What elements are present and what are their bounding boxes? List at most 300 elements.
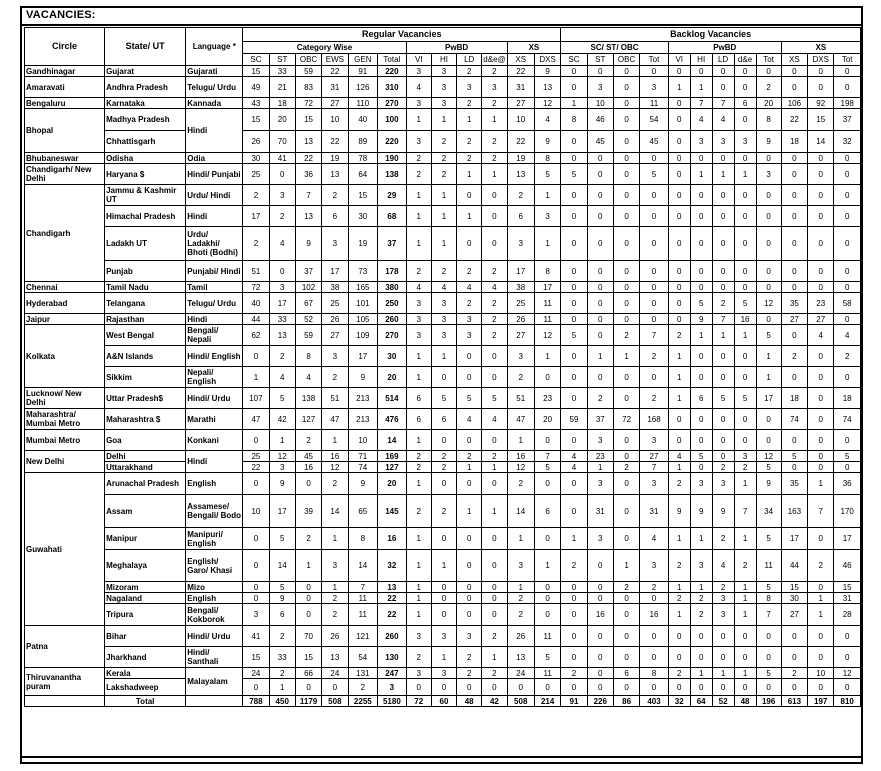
value-cell: 0 <box>668 409 690 430</box>
value-cell: 1 <box>431 346 456 367</box>
value-cell: 107 <box>243 388 269 409</box>
value-cell: 9 <box>534 131 560 153</box>
value-cell: 3 <box>640 550 669 582</box>
value-cell: 2 <box>834 346 861 367</box>
subheader-col: OBC <box>613 54 639 66</box>
value-cell: 0 <box>561 430 587 451</box>
value-cell: 27 <box>322 325 348 346</box>
value-cell: 2 <box>457 293 482 314</box>
value-cell: 0 <box>834 647 861 668</box>
state-cell: Himachal Pradesh <box>105 206 186 227</box>
value-cell: 0 <box>756 626 781 647</box>
value-cell: 0 <box>561 66 587 77</box>
value-cell: 1 <box>406 185 431 206</box>
value-cell: 1 <box>690 582 712 593</box>
value-cell: 250 <box>378 293 407 314</box>
value-cell: 20 <box>378 473 407 495</box>
total-value-cell: 72 <box>406 696 431 707</box>
value-cell: 0 <box>561 261 587 282</box>
value-cell: 0 <box>781 282 807 293</box>
value-cell: 0 <box>834 66 861 77</box>
value-cell: 0 <box>640 679 669 696</box>
value-cell: 2 <box>712 528 734 550</box>
value-cell: 4 <box>431 282 456 293</box>
value-cell: 1 <box>668 346 690 367</box>
value-cell: 22 <box>378 593 407 604</box>
value-cell: 0 <box>457 346 482 367</box>
table-row <box>25 227 861 261</box>
value-cell: 11 <box>534 668 560 679</box>
value-cell: 15 <box>295 647 321 668</box>
value-cell: 54 <box>640 109 669 131</box>
value-cell: 11 <box>534 626 560 647</box>
value-cell: 41 <box>243 626 269 647</box>
table-row <box>25 495 861 528</box>
language-cell: Manipuri/ English <box>186 528 243 550</box>
value-cell: 0 <box>834 462 861 473</box>
state-cell: Tamil Nadu <box>105 282 186 293</box>
header-regular-vacancies: Regular Vacancies <box>243 28 561 42</box>
value-cell: 1 <box>712 668 734 679</box>
value-cell: 59 <box>295 325 321 346</box>
value-cell: 2 <box>243 227 269 261</box>
value-cell: 0 <box>668 314 690 325</box>
total-value-cell: 214 <box>534 696 560 707</box>
value-cell: 1 <box>431 206 456 227</box>
value-cell: 17 <box>269 495 295 528</box>
value-cell: 5 <box>712 388 734 409</box>
value-cell: 2 <box>431 451 456 462</box>
value-cell: 3 <box>457 325 482 346</box>
value-cell: 2 <box>482 131 507 153</box>
language-cell: Gujarati <box>186 66 243 77</box>
value-cell: 2 <box>507 604 534 626</box>
value-cell: 11 <box>534 314 560 325</box>
value-cell: 18 <box>834 388 861 409</box>
language-cell: Odia <box>186 153 243 164</box>
value-cell: 0 <box>834 77 861 98</box>
value-cell: 2 <box>322 367 348 388</box>
value-cell: 1 <box>457 109 482 131</box>
value-cell: 3 <box>507 550 534 582</box>
value-cell: 0 <box>834 679 861 696</box>
value-cell: 4 <box>457 409 482 430</box>
state-cell: Mizoram <box>105 582 186 593</box>
subheader-col: DXS <box>534 54 560 66</box>
value-cell: 4 <box>269 227 295 261</box>
value-cell: 0 <box>734 261 756 282</box>
value-cell: 0 <box>808 528 834 550</box>
value-cell: 11 <box>348 593 378 604</box>
value-cell: 2 <box>640 388 669 409</box>
value-cell: 10 <box>348 430 378 451</box>
value-cell: 3 <box>269 185 295 206</box>
value-cell: 0 <box>640 647 669 668</box>
value-cell: 40 <box>243 293 269 314</box>
table-row <box>25 367 861 388</box>
value-cell: 127 <box>378 462 407 473</box>
value-cell: 5 <box>269 582 295 593</box>
value-cell: 9 <box>756 473 781 495</box>
value-cell: 74 <box>348 462 378 473</box>
value-cell: 31 <box>587 495 613 528</box>
value-cell: 105 <box>348 314 378 325</box>
circle-cell: Gandhinagar <box>25 66 105 77</box>
value-cell: 0 <box>668 153 690 164</box>
vacancies-frame <box>20 6 863 764</box>
value-cell: 0 <box>613 604 639 626</box>
state-cell: Arunachal Pradesh <box>105 473 186 495</box>
language-cell: English <box>186 473 243 495</box>
state-cell: Uttarakhand <box>105 462 186 473</box>
value-cell: 47 <box>322 409 348 430</box>
value-cell: 2 <box>482 314 507 325</box>
value-cell: 16 <box>322 451 348 462</box>
value-cell: 0 <box>534 582 560 593</box>
table-row <box>25 462 861 473</box>
value-cell: 0 <box>457 430 482 451</box>
table-row <box>25 206 861 227</box>
value-cell: 1 <box>269 430 295 451</box>
value-cell: 0 <box>587 227 613 261</box>
value-cell: 2 <box>482 153 507 164</box>
value-cell: 3 <box>406 293 431 314</box>
value-cell: 3 <box>406 131 431 153</box>
value-cell: 2 <box>613 462 639 473</box>
value-cell: 2 <box>322 593 348 604</box>
state-cell: Sikkim <box>105 367 186 388</box>
header-regular-pwbd: PwBD <box>406 42 507 54</box>
state-cell: Goa <box>105 430 186 451</box>
value-cell: 0 <box>482 582 507 593</box>
value-cell: 31 <box>640 495 669 528</box>
value-cell: 31 <box>322 77 348 98</box>
value-cell: 0 <box>781 367 807 388</box>
value-cell: 5 <box>482 388 507 409</box>
value-cell: 16 <box>587 604 613 626</box>
value-cell: 0 <box>561 206 587 227</box>
subheader-col: Total <box>378 54 407 66</box>
value-cell: 0 <box>712 66 734 77</box>
value-cell: 1 <box>431 185 456 206</box>
value-cell: 0 <box>587 647 613 668</box>
value-cell: 30 <box>378 346 407 367</box>
value-cell: 9 <box>348 367 378 388</box>
circle-cell: Bhopal <box>25 109 105 153</box>
value-cell: 13 <box>295 131 321 153</box>
value-cell: 0 <box>734 409 756 430</box>
language-cell: Urdu/ Ladakhi/ Bhoti (Bodhi) <box>186 227 243 261</box>
value-cell: 3 <box>640 430 669 451</box>
subheader-col: d&e <box>734 54 756 66</box>
subheader-col: d&e@ <box>483 55 506 64</box>
value-cell: 5 <box>781 451 807 462</box>
language-cell: Hindi/ English <box>186 346 243 367</box>
total-value-cell: 32 <box>668 696 690 707</box>
value-cell: 145 <box>378 495 407 528</box>
value-cell: 0 <box>690 679 712 696</box>
value-cell: 2 <box>640 582 669 593</box>
value-cell: 0 <box>781 206 807 227</box>
value-cell: 3 <box>431 66 456 77</box>
value-cell: 0 <box>640 593 669 604</box>
value-cell: 47 <box>507 409 534 430</box>
value-cell: 0 <box>587 206 613 227</box>
value-cell: 17 <box>756 388 781 409</box>
value-cell: 6 <box>534 495 560 528</box>
value-cell: 1 <box>668 388 690 409</box>
value-cell: 1 <box>507 430 534 451</box>
value-cell: 0 <box>808 582 834 593</box>
value-cell: 0 <box>431 473 456 495</box>
value-cell: 3 <box>431 293 456 314</box>
value-cell: 4 <box>690 109 712 131</box>
value-cell: 0 <box>431 528 456 550</box>
value-cell: 3 <box>322 227 348 261</box>
value-cell: 2 <box>668 593 690 604</box>
value-cell: 2 <box>269 668 295 679</box>
value-cell: 3 <box>640 77 669 98</box>
value-cell: 2 <box>690 604 712 626</box>
value-cell: 0 <box>431 679 456 696</box>
value-cell: 13 <box>507 647 534 668</box>
value-cell: 380 <box>378 282 407 293</box>
value-cell: 45 <box>587 131 613 153</box>
state-cell: Nagaland <box>105 593 186 604</box>
value-cell: 0 <box>690 647 712 668</box>
value-cell: 2 <box>712 582 734 593</box>
value-cell: 19 <box>348 227 378 261</box>
value-cell: 5 <box>756 582 781 593</box>
value-cell: 27 <box>781 314 807 325</box>
value-cell: 0 <box>690 206 712 227</box>
value-cell: 0 <box>613 430 639 451</box>
value-cell: 0 <box>734 346 756 367</box>
value-cell: 33 <box>269 66 295 77</box>
value-cell: 5 <box>534 647 560 668</box>
table-row <box>25 679 861 696</box>
value-cell: 68 <box>378 206 407 227</box>
value-cell: 0 <box>243 430 269 451</box>
value-cell: 2 <box>587 388 613 409</box>
value-cell: 0 <box>690 626 712 647</box>
value-cell: 18 <box>269 98 295 109</box>
value-cell: 0 <box>457 550 482 582</box>
value-cell: 2 <box>269 346 295 367</box>
value-cell: 0 <box>613 528 639 550</box>
value-cell: 47 <box>243 409 269 430</box>
value-cell: 1 <box>534 185 560 206</box>
value-cell: 0 <box>457 604 482 626</box>
value-cell: 5 <box>834 451 861 462</box>
value-cell: 1 <box>668 462 690 473</box>
value-cell: 260 <box>378 314 407 325</box>
value-cell: 0 <box>808 227 834 261</box>
value-cell: 1 <box>534 550 560 582</box>
bottom-divider <box>22 756 861 758</box>
value-cell: 0 <box>756 647 781 668</box>
value-cell: 54 <box>348 647 378 668</box>
value-cell: 0 <box>712 346 734 367</box>
value-cell: 0 <box>482 206 507 227</box>
value-cell: 0 <box>734 109 756 131</box>
state-cell: Manipur <box>105 528 186 550</box>
value-cell: 2 <box>457 647 482 668</box>
table-row <box>25 325 861 346</box>
value-cell: 2 <box>482 66 507 77</box>
value-cell: 5 <box>534 462 560 473</box>
subheader-col: EWS <box>322 54 348 66</box>
value-cell: 0 <box>690 367 712 388</box>
value-cell: 23 <box>534 388 560 409</box>
value-cell: 0 <box>613 293 639 314</box>
value-cell: 2 <box>756 77 781 98</box>
value-cell: 2 <box>457 668 482 679</box>
state-cell: Lakshadweep <box>105 679 186 696</box>
value-cell: 0 <box>587 679 613 696</box>
value-cell: 51 <box>507 388 534 409</box>
value-cell: 3 <box>712 604 734 626</box>
value-cell: 1 <box>457 164 482 185</box>
language-cell: Assamese/ Bengali/ Bodo <box>186 495 243 528</box>
value-cell: 0 <box>712 409 734 430</box>
value-cell: 0 <box>808 261 834 282</box>
subheader-col: GEN <box>348 54 378 66</box>
value-cell: 1 <box>690 325 712 346</box>
value-cell: 5 <box>756 668 781 679</box>
value-cell: 0 <box>613 131 639 153</box>
table-row <box>25 131 861 153</box>
value-cell: 0 <box>640 367 669 388</box>
value-cell: 36 <box>295 164 321 185</box>
value-cell: 3 <box>406 668 431 679</box>
value-cell: 0 <box>834 227 861 261</box>
value-cell: 2 <box>781 346 807 367</box>
value-cell: 25 <box>243 451 269 462</box>
value-cell: 0 <box>431 430 456 451</box>
value-cell: 7 <box>734 495 756 528</box>
value-cell: 74 <box>834 409 861 430</box>
value-cell: 9 <box>668 495 690 528</box>
value-cell: 138 <box>295 388 321 409</box>
value-cell: 0 <box>613 77 639 98</box>
total-row <box>25 696 861 707</box>
value-cell: 1 <box>431 647 456 668</box>
table-row <box>25 314 861 325</box>
value-cell: 3 <box>431 314 456 325</box>
value-cell: 2 <box>322 604 348 626</box>
value-cell: 0 <box>668 98 690 109</box>
total-value-cell: 788 <box>243 696 269 707</box>
value-cell: 3 <box>507 227 534 261</box>
value-cell: 0 <box>734 626 756 647</box>
value-cell: 0 <box>808 367 834 388</box>
value-cell: 0 <box>834 206 861 227</box>
value-cell: 24 <box>507 668 534 679</box>
value-cell: 0 <box>734 430 756 451</box>
circle-cell: Lucknow/ New Delhi <box>25 388 105 409</box>
value-cell: 83 <box>295 77 321 98</box>
value-cell: 0 <box>668 66 690 77</box>
value-cell: 0 <box>561 388 587 409</box>
state-cell: Meghalaya <box>105 550 186 582</box>
value-cell: 0 <box>613 679 639 696</box>
value-cell: 1 <box>734 164 756 185</box>
value-cell: 2 <box>734 462 756 473</box>
value-cell: 4 <box>712 550 734 582</box>
value-cell: 0 <box>668 185 690 206</box>
value-cell: 2 <box>613 582 639 593</box>
state-cell: Chhattisgarh <box>105 131 186 153</box>
value-cell: 0 <box>561 314 587 325</box>
value-cell: 0 <box>690 462 712 473</box>
value-cell: 4 <box>269 367 295 388</box>
value-cell: 1 <box>734 528 756 550</box>
value-cell: 0 <box>457 582 482 593</box>
value-cell: 0 <box>482 430 507 451</box>
value-cell: 0 <box>640 282 669 293</box>
value-cell: 39 <box>295 495 321 528</box>
subheader-col: HI <box>431 54 456 66</box>
value-cell: 0 <box>561 626 587 647</box>
value-cell: 1 <box>587 462 613 473</box>
value-cell: 0 <box>712 261 734 282</box>
value-cell: 0 <box>834 164 861 185</box>
value-cell: 27 <box>507 98 534 109</box>
value-cell: 0 <box>808 185 834 206</box>
value-cell: 0 <box>690 153 712 164</box>
total-blank-cell <box>25 696 105 707</box>
value-cell: 1 <box>734 582 756 593</box>
value-cell: 1 <box>322 528 348 550</box>
value-cell: 0 <box>613 261 639 282</box>
value-cell: 5 <box>756 325 781 346</box>
value-cell: 2 <box>668 550 690 582</box>
value-cell: 0 <box>457 528 482 550</box>
value-cell: 46 <box>834 550 861 582</box>
value-cell: 1 <box>534 346 560 367</box>
value-cell: 2 <box>712 293 734 314</box>
language-cell: Konkani <box>186 430 243 451</box>
total-value-cell: 52 <box>712 696 734 707</box>
value-cell: 10 <box>507 109 534 131</box>
value-cell: 0 <box>781 325 807 346</box>
value-cell: 0 <box>587 293 613 314</box>
value-cell: 5 <box>690 451 712 462</box>
value-cell: 14 <box>269 550 295 582</box>
value-cell: 1 <box>457 206 482 227</box>
subheader-col: Tot <box>834 54 861 66</box>
value-cell: 2 <box>406 647 431 668</box>
value-cell: 8 <box>348 528 378 550</box>
value-cell: 91 <box>348 66 378 77</box>
table-row <box>25 528 861 550</box>
value-cell: 2 <box>507 185 534 206</box>
value-cell: 51 <box>322 388 348 409</box>
value-cell: 15 <box>834 582 861 593</box>
value-cell: 3 <box>431 98 456 109</box>
value-cell: 1 <box>482 647 507 668</box>
total-value-cell: 403 <box>640 696 669 707</box>
value-cell: 1 <box>322 430 348 451</box>
value-cell: 22 <box>322 66 348 77</box>
value-cell: 121 <box>348 626 378 647</box>
value-cell: 0 <box>587 325 613 346</box>
value-cell: 11 <box>640 98 669 109</box>
value-cell: 1 <box>712 325 734 346</box>
value-cell: 14 <box>507 495 534 528</box>
value-cell: 0 <box>712 206 734 227</box>
